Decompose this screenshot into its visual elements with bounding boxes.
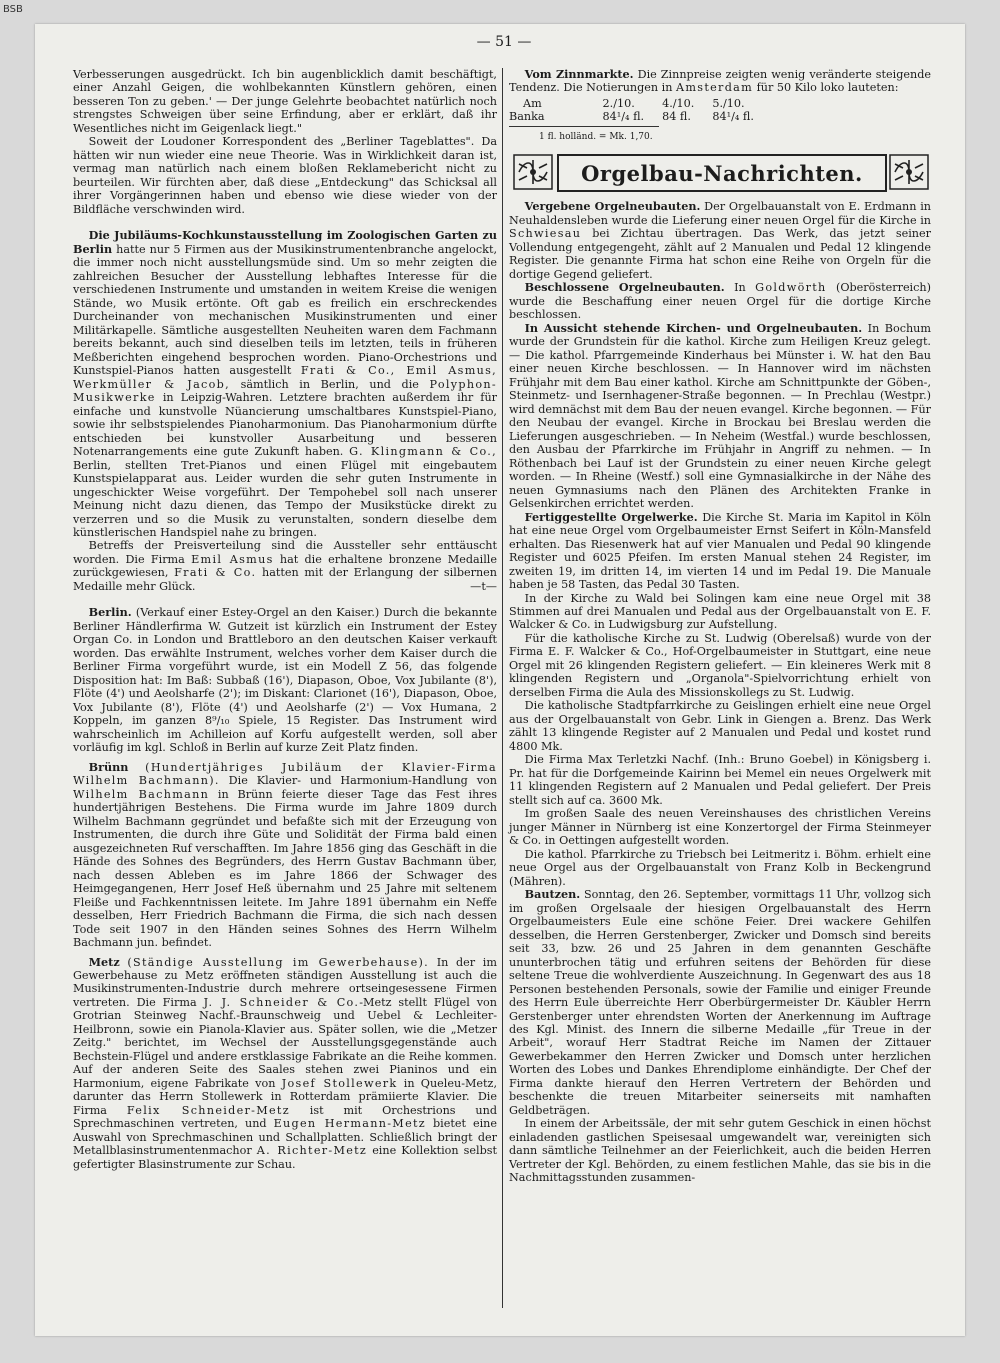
article-text: bei Zichtau übertragen. Das Werk, das jetzt seiner Vollendung entgegengeht, zählt auf 2 Manualen und Pedal 12 klingende Register. Die genannte Firma hat schon eine Reihe von Orgeln für die dortige Gegend geliefert. xyxy=(509,227,931,281)
article-paragraph: Die katholische Stadtpfarrkirche zu Geislingen erhielt eine neue Orgel aus der Orgelbauanstalt von Gebr. Link in Giengen a. Brenz. Das Werk zählt 13 klingende Register auf 2 Manualen und Pedal und kostet rund 4800 Mk. xyxy=(509,699,931,753)
firm-names: A. Richter-Metz xyxy=(256,1144,368,1158)
ornament-flourish-icon xyxy=(889,154,929,190)
page-number: — 51 — xyxy=(476,34,532,50)
table-cell: 84¹/₄ fl. xyxy=(712,110,754,124)
article-paragraph: Im großen Saale des neuen Vereinshauses des christlichen Vereins junger Männer in Nürnberg ist eine Konzertorgel der Firma Steinmeyer & Co. in Oettingen aufgestellt worden. xyxy=(509,807,931,848)
beschlossene-article xyxy=(509,281,931,321)
firm-names: Emil Asmus xyxy=(191,552,274,566)
article-heading: Vergebene Orgelneubauten. xyxy=(524,199,701,214)
article-heading: Vom Zinnmarkte. xyxy=(524,67,634,81)
article-paragraph: Die Firma Max Terletzki Nachf. (Inh.: Bruno Goebel) in Königsberg i. Pr. hat für die Dorfgemeinde Kairinn bei Memel ein neues Orgelwerk mit 11 klingenden Registern auf 2 Manualen und Pedal geliefert. Der Preis stellt sich auf ca. 3600 Mk. xyxy=(509,753,931,807)
article-text: in Brünn feierte dieser Tage das Fest ihres hundertjährigen Bestehens. Die Firma wurde im Jahre 1809 durch Wilhelm Bachmann gegründet und befaßte sich mit der Erzeugung von Instrumenten, die durch ihre Güte und Solidität der Firma bald einen ausgezeichneten Ruf verschafften. Im Jahre 1856 ging das Geschäft in die Hände des Sohnes des Begründers, des Herrn Gustav Bachmann über, nach dessen Ableben es im Jahre 1866 der Schwager des Heimgegangenen, Herr Josef Heß übernahm und 25 Jahre mit seltenem Fleiße und Fachkenntnissen leitete. Im Jahre 1891 übernahm ein Neffe desselben, Herr Friedrich Bachmann die Firma, die sich nach dessen Tode seit 1907 in den Händen seines Sohnes des Herrn Wilhelm Bachmann jun. befindet. xyxy=(73,787,497,950)
article-paragraph: In der Kirche zu Wald bei Solingen kam eine neue Orgel mit 38 Stimmen auf drei Manualen und Pedal aus der Orgelbauanstalt von E. F. Walcker & Co. in Ludwigsburg zur Aufstellung. xyxy=(509,591,931,632)
place-name: Goldwörth xyxy=(755,281,827,295)
article-text: ist mit Orchestrions und Sprechmaschinen vertreten, und xyxy=(73,1103,497,1131)
article-text: Berlin, stellten Tret-Pianos und einen Flügel mit eingebautem Kunstspielapparat aus. Leider wurden die sehr guten Instrumente in ungeschickter Weise vorgeführt. Der Tempohebel soll nach unserer Meinung nicht dazu dienen, das Tempo der Musikstücke direkt zu verzerren und so die Musik zu verunstalten, sondern dieselbe dem künstlerischen Handspiel nahe zu bringen. xyxy=(73,458,497,539)
article-paragraph xyxy=(73,539,497,593)
article-text: Sonntag, den 26. September, vormittags 11 Uhr, vollzog sich im großen Orgelsaale der hiesigen Orgelbauanstalt des Herrn Orgelbaumeisters Eule eine schöne Feier. Drei wackere Gehilfen desselben, die Herren Gerstenberger, Zwicker und Domsch sind bereits seit 33, bzw. 26 und 25 Jahren in dem genannten Geschäfte ununterbrochen tätig und erfuhren seitens der Behörden für diese seltene Treue die wohlverdiente Auszeichnung. In Gegenwart des aus 18 Personen bestehenden Personals, sowie der Familie und einiger Freunde des Herrn Eule überreichte Herr Oberbürgermeister Dr. Käubler Herrn Gerstenberger unter ehrendsten Worten der Anerkennung im Auftrage des Kgl. Minist. des Innern die silberne Medaille „für Treue in der Arbeit", worauf Herr Stadtrat Reiche im Namen der Zittauer Gewerbekammer den Herren Zwicker und Domsch unter herzlichen Worten des Lobes und Dankes Ehrendiplome einhändigte. Der Chef der Firma dankte hierauf den Herren Vertretern der Behörden und beschenkte die treuen Mitarbeiter seinerseits mit namhaften Geldbeträgen. xyxy=(509,888,931,1117)
library-mark: BSB xyxy=(3,4,23,15)
table-cell: 84¹/₄ fl. xyxy=(602,110,645,124)
article-heading: Bautzen. xyxy=(524,887,581,902)
divider xyxy=(509,126,659,127)
article-paragraph: In einem der Arbeitssäle, der mit sehr gutem Geschick in einen höchst einladenden gastlichen Speisesaal umgewandelt war, vereinigten sich dann sämtliche Teilnehmer an der Feierlichkeit, auch die beiden Herren Vertreter der Kgl. Behörden, zu einem festlichen Mahle, das sie bis in die Nachmittagsstunden zusammen- xyxy=(509,1117,931,1185)
metz-article xyxy=(73,956,497,1172)
article-text: In Bochum wurde der Grundstein für die kathol. Kirche zum Heiligen Kreuz gelegt. — Die kathol. Pfarrgemeinde Kinderhaus bei Münster i. W. hat den Bau einer neuen Kirche beschlossen. — In Hannover wird im nächsten Frühjahr mit dem Bau einer kathol. Kirche am Schnittpunkte der Göben-, Steinmetz- und Isernhagener-Straße begonnen. — In Prechlau (Westpr.) wird demnächst mit dem Bau der neuen evangel. Kirche begonnen. — Für den Neubau der evangel. Kirche in Brockau bei Breslau werden die Lieferungen ausgeschrieben. — In Neheim (Westfal.) wurde beschlossen, den Ausbau der Pfarrkirche im Frühjahr in Angriff zu nehmen. — In Röthenbach bei Lauf ist der Grundstein zu einer neuen Kirche gelegt worden. — In Rheine (Westf.) soll eine Gymnasialkirche in der Nähe des neuen Gymnasiums nach den Plänen des Architekten Franke in Gelsenkirchen errichtet werden. xyxy=(509,321,931,511)
firm-names: Wilhelm Bachmann xyxy=(73,787,210,801)
left-column xyxy=(73,68,497,1171)
article-heading: In Aussicht stehende Kirchen- und Orgelneubauten. xyxy=(524,320,863,335)
article-text: Betreffs der Preisverteilung sind die Aussteller sehr enttäuscht worden. Die Firma xyxy=(73,539,497,566)
newspaper-page xyxy=(35,24,965,1336)
article-text: hat die erhaltene bronzene Medaille zurückgewiesen, xyxy=(73,552,498,580)
section-heading-ornament xyxy=(509,152,931,192)
bautzen-article xyxy=(509,888,931,1117)
berlin-article xyxy=(73,606,497,754)
table-header-cell: 2./10. xyxy=(602,96,635,110)
vergebene-article xyxy=(509,200,931,281)
article-paragraph: Für die katholische Kirche zu St. Ludwig (Oberelsaß) wurde von der Firma E. F. Walcker & Co., Hof-Orgelbaumeister in Stuttgart, eine neue Orgel mit 26 klingenden Registern geliefert. — Ein kleineres Werk mit 8 klingenden Registern und „Organola"-Spielvorrichtung erhielt von derselben Firma die Aula des Missionskollegs zu St. Ludwig. xyxy=(509,631,931,699)
article-text: Der Orgelbauanstalt von E. Erdmann in Neuhaldensleben wurde die Lieferung einer neuen Orgel für die Kirche in xyxy=(509,200,931,227)
firm-names: Frati & Co., Emil Asmus, Werkmüller & Jacob, xyxy=(73,364,498,391)
table-header-cell: 4./10. xyxy=(662,96,695,110)
column-rule xyxy=(502,68,503,1308)
article-text: Die Kirche St. Maria im Kapitol in Köln hat eine neue Orgel vom Orgelbaumeister Ernst Seifert in Köln-Mansfeld erhalten. Das Riesenwerk hat auf vier Manualen und Pedal 90 klingende Register und 6025 Pfeifen. Im ersten Manual stehen 24 Register, im zweiten 19, im dritten 14, im vierten 14 und im Pedal 19. Die Manuale haben je 58 Tasten, das Pedal 30 Tasten. xyxy=(509,510,931,592)
table-row xyxy=(509,110,772,124)
article-text: (Oberösterreich) wurde die Beschaffung einer neuen Orgel für die dortige Kirche beschlossen. xyxy=(509,281,931,322)
article-heading: Berlin. xyxy=(88,605,132,620)
article-text: Die Klavier- und Harmonium-Handlung von xyxy=(228,774,497,788)
bruenn-article xyxy=(73,761,497,950)
article-text: hatten mit der Erlangung der silbernen Medaille mehr Glück. xyxy=(73,566,497,593)
article-paragraph: Verbesserungen ausgedrückt. Ich bin augenblicklich damit beschäftigt, einer Anzahl Geigen, die wohlbekannten Künstlern gehören, einen besseren Ton zu geben.' — Der junge Gelehrte beobachtet natürlich noch strengstes Schweigen über seine Erfindung, aber er erklärt, daß ihr Wesentliches nicht im Geigenlack liegt." xyxy=(73,68,497,135)
place-name: Schwiesau xyxy=(509,227,582,241)
jubilee-article xyxy=(73,229,497,539)
firm-names: Josef Stollewerk xyxy=(281,1076,398,1090)
article-paragraph: Die kathol. Pfarrkirche zu Triebsch bei Leitmeritz i. Böhm. erhielt eine neue Orgel aus der Orgelbauanstalt von Franz Kolb in Beckengrund (Mähren). xyxy=(509,847,931,888)
article-text: Die Zinnpreise zeigten wenig veränderte steigende Tendenz. Die Notierungen in xyxy=(509,68,931,95)
article-text: In xyxy=(734,281,746,295)
ornament-flourish-icon xyxy=(513,154,553,190)
table-header-row xyxy=(509,97,772,111)
article-text: in Leipzig-Wahren. Letztere brachten außerdem ihr für einfache und kunstvolle Nüancierung umschaltbares Kunstspiel-Piano, sowie ihr selbstspielendes Pianoharmonium. Das Pianoharmonium dürfte entschieden bei kunstvoller Ausarbeitung und besseren Notenarrangements eine gute Zukunft haben. xyxy=(73,391,497,459)
article-text: In der im Gewerbehause zu Metz eröffneten ständigen Ausstellung ist auch die Musikinstrumenten-Industrie durch mehrere ortseingesessene Firmen vertreten. Die Firma xyxy=(73,955,497,1009)
article-text: hatte nur 5 Firmen aus der Musikinstrumentenbranche angelockt, die immer noch nicht ausstellungsmüde sind. Um so mehr zeigten die zahlreichen Besucher der Ausstellung lebhaftes Interesse für die verschiedenen Instrumente und umstanden in weitem Kreise die wenigen Stände, wo Musik ertönte. Oft gab es freilich ein erschreckendes Durcheinander von mechanischen Musikinstrumenten und einer Militärkapelle. Sämtliche ausgestellten Neuheiten waren dem Fachmann bereits bekannt, auch sind dieselben teils im letzten, teils in früheren Meßberichten eingehend besprochen worden. Piano-Orchestrions und Kunstspiel-Pianos hatten ausgestellt xyxy=(73,242,498,378)
firm-names: J. J. Schneider & Co. xyxy=(203,995,360,1009)
aussicht-article xyxy=(509,322,931,511)
article-heading: Brünn xyxy=(88,759,129,774)
author-sign: —t— xyxy=(470,579,497,593)
table-header-cell: 5./10. xyxy=(712,96,745,110)
right-column xyxy=(509,68,931,1185)
article-text: bietet eine Auswahl von Sprechmaschinen und Schallplatten. Schließlich bringt der Metallblasinstrumentenmachor xyxy=(73,1117,497,1158)
article-text: für 50 Kilo loko lauteten: xyxy=(756,81,899,95)
article-heading: Die Jubiläums-Kochkunstausstellung im Zoologischen Garten zu Berlin xyxy=(73,228,497,256)
firm-names: Eugen Hermann-Metz xyxy=(273,1117,426,1131)
article-paragraph: Soweit der Loudoner Korrespondent des „Berliner Tageblattes". Da hätten wir nun wieder eine neue Theorie. Was in Wirklichkeit daran ist, vermag man natürlich nach einem bloßen Reklamebericht nicht zu beurteilen. Wir fürchten aber, daß diese „Entdeckung" das Schicksal all ihrer Vorgängerinnen haben und ebenso wie diese wieder von der Bildfläche verschwinden wird. xyxy=(73,135,497,216)
fertig-article xyxy=(509,511,931,592)
article-subheading: (Hundertjähriges Jubiläum der Klavier-Firma Wilhelm Bachmann). xyxy=(73,760,497,788)
article-heading: Fertiggestellte Orgelwerke. xyxy=(524,509,698,524)
article-heading: Beschlossene Orgelneubauten. xyxy=(524,280,725,295)
city-name: Amsterdam xyxy=(676,81,754,95)
article-text: -Metz stellt Flügel von Grotrian Steinweg Nachf.-Braunschweig und Uebel & Lechleiter-Heilbronn, sowie ein Pianola-Klavier aus. Später sollen, wie die „Metzer Zeitg." berichtet, im Wechsel der Ausstellungsgegenstände auch Bechstein-Flügel und andere erstklassige Fabrikate an die Reihe kommen. Auf der anderen Seite des Saales stehen zwei Pianinos und ein Harmonium, eigene Fabrikate von xyxy=(73,995,497,1090)
firm-names: Felix Schneider-Metz xyxy=(126,1103,290,1117)
article-text: in Queleu-Metz, darunter das Herrn Stollewerk in Rotterdam prämiierte Klavier. Die Firma xyxy=(73,1076,497,1117)
article-heading: Metz xyxy=(88,954,120,969)
article-subheading: (Ständige Ausstellung im Gewerbehause). xyxy=(127,955,430,969)
orgelbau-heading: Orgelbau-Nachrichten. xyxy=(557,154,887,192)
firm-names: G. Klingmann & Co., xyxy=(349,445,498,459)
tin-price-table xyxy=(509,97,772,124)
footnote: 1 fl. holländ. = Mk. 1,70. xyxy=(539,131,653,142)
firm-names: Polyphon-Musikwerke xyxy=(73,377,497,405)
article-text: (Verkauf einer Estey-Orgel an den Kaiser.) Durch die bekannte Berliner Händlerfirma W. Gutzeit ist kürzlich ein Instrument der Estey Organ Co. in London und Brattleboro an den deutschen Kaiser verkauft worden. Das erwählte Instrument, welches vorher dem Kaiser durch die Berliner Firma vorgeführt wurde, ist ein Modell Z 56, das folgende Disposition hat: Im Baß: Subbaß (16'), Diapason, Oboe, Vox Jubilante (8'), Flöte (4') und Aeolsharfe (2'); im Diskant: Clarionet (16'), Diapason, Oboe, Vox Jubilante (8'), Flöte (4') und Aeolsharfe (2') — Vox Humana, 2 Koppeln, im ganzen 8⁹/₁₀ Spiele, 15 Register. Das Instrument wird wahrscheinlich im Achilleion auf Korfu aufgestellt werden, soll aber vorläufig im kgl. Schloß in Berlin auf kurze Zeit Platz finden. xyxy=(73,606,497,755)
table-header-cell: Am xyxy=(523,96,542,110)
table-cell: 84 fl. xyxy=(662,110,691,124)
tin-market-article xyxy=(509,68,931,95)
firm-names: Frati & Co. xyxy=(174,566,257,580)
table-row-label: Banka xyxy=(509,110,545,124)
article-text: eine Kollektion selbst gefertigter Blasinstrumente zur Schau. xyxy=(73,1144,498,1171)
article-text: sämtlich in Berlin, und die xyxy=(240,377,419,391)
